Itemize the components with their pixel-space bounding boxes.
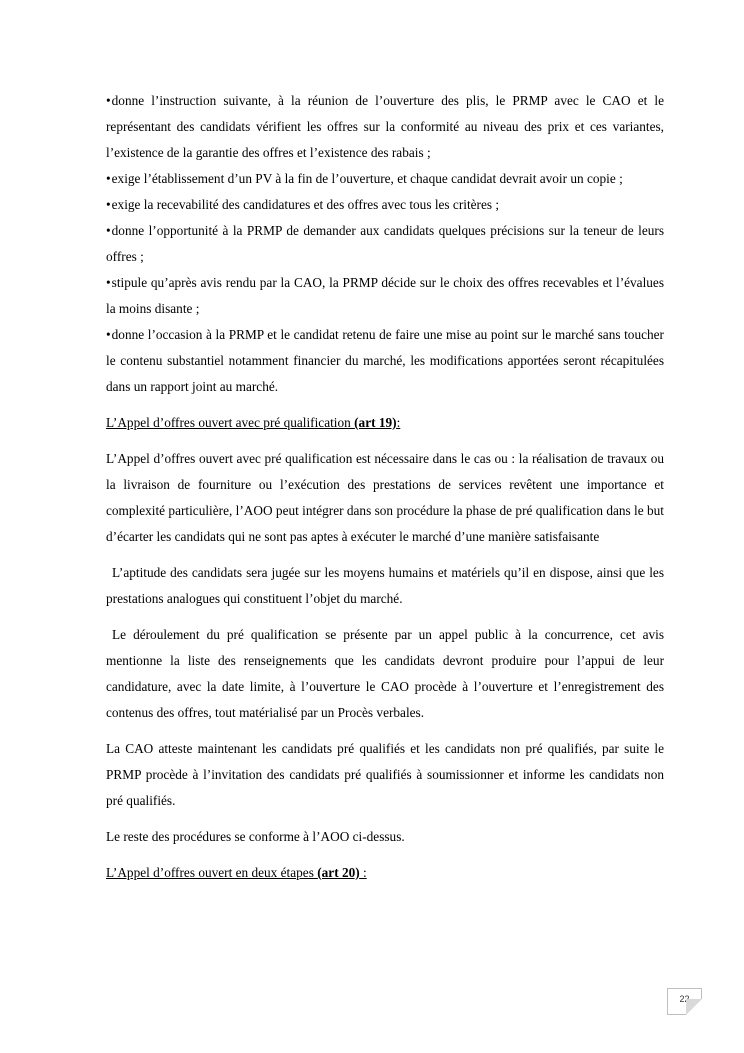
bullet-item: • exige l’établissement d’un PV à la fin de l’ouverture, et chaque candidat devrait avoir un copie ; <box>106 166 664 192</box>
heading-suffix: : <box>396 415 401 430</box>
bullet-item: • donne l’opportunité à la PRMP de demander aux candidats quelques précisions sur la teneur de leurs offres ; <box>106 218 664 270</box>
heading-article: (art 19) <box>354 415 397 430</box>
heading-text: L’Appel d’offres ouvert avec pré qualification <box>106 415 355 430</box>
heading-text: L’Appel d’offres ouvert en deux étapes <box>106 865 318 880</box>
paragraph: Le déroulement du pré qualification se présente par un appel public à la concurrence, cet avis mentionne la liste des renseignements que les candidats devront produire pour l’appui de leur candidature, avec la date limite, à l’ouverture le CAO procède à l’ouverture et l’enregistrement des contenus des offres, tout matérialisé par un Procès verbales. <box>106 627 664 720</box>
paragraph: L’Appel d’offres ouvert avec pré qualification est nécessaire dans le cas ou : la réalisation de travaux ou la livraison de fourniture ou l’exécution des prestations de services revêtent une importance et complexité particulière, l’AOO peut intégrer dans son procédure la phase de pré qualification dans le but d’écarter les candidats qui ne sont pas aptes à exécuter le marché d’une manière satisfaisante <box>106 451 664 544</box>
bullet-item: • stipule qu’après avis rendu par la CAO, la PRMP décide sur le choix des offres recevables et l’évalues la moins disante ; <box>106 270 664 322</box>
heading-suffix: : <box>359 865 367 880</box>
paragraph: L’aptitude des candidats sera jugée sur les moyens humains et matériels qu’il en dispose, ainsi que les prestations analogues qui constituent l’objet du marché. <box>106 565 664 606</box>
section-heading-art19 <box>106 410 664 436</box>
bullet-item: • exige la recevabilité des candidatures et des offres avec tous les critères ; <box>106 192 664 218</box>
heading-article: (art 20) <box>317 865 360 880</box>
bullet-item: • donne l’occasion à la PRMP et le candidat retenu de faire une mise au point sur le marché sans toucher le contenu substantiel notamment financier du marché, les modifications apportées seront récapitulées dans un rapport joint au marché. <box>106 322 664 400</box>
section-heading-art20 <box>106 860 664 886</box>
page-number <box>667 988 701 1014</box>
document-body <box>106 88 664 886</box>
paragraph: La CAO atteste maintenant les candidats pré qualifiés et les candidats non pré qualifiés, par suite le PRMP procède à l’invitation des candidats pré qualifiés à soumissionner et informe les candidats non pré qualifiés. <box>106 741 664 808</box>
page-number-label: 22 <box>679 994 690 1004</box>
paragraph: Le reste des procédures se conforme à l’AOO ci-dessus. <box>106 829 405 844</box>
bullet-item: • donne l’instruction suivante, à la réunion de l’ouverture des plis, le PRMP avec le CAO et le représentant des candidats vérifient les offres sur la conformité au niveau des prix et ces variantes, l’existence de la garantie des offres et l’existence des rabais ; <box>106 88 664 166</box>
